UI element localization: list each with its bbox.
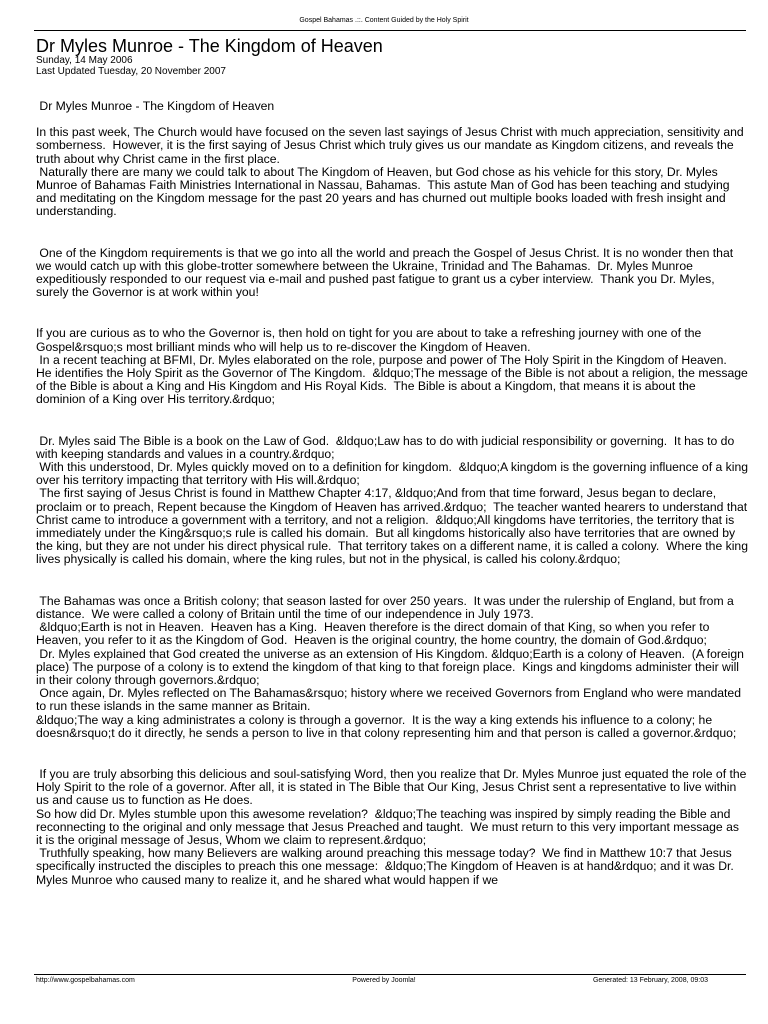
article-updated: Last Updated Tuesday, 20 November 2007 — [36, 66, 226, 77]
article-subtitle: Dr Myles Munroe - The Kingdom of Heaven — [36, 99, 275, 113]
footer-generated: Generated: 13 February, 2008, 09:03 — [592, 977, 708, 984]
spacer — [36, 740, 748, 768]
paragraph-1: In this past week, The Church would have focused on the seven last sayings of Jesus Christ with much appreciation, sensitivity and somberness. However, it is the first saying of Jesus Christ which truly gives us our mandate as Kingdom citizens, and reveals the truth about why Christ came in the first place. Naturally there are many we could talk to about The Kingdom of Heaven, but God chose as his vehicle for this story, Dr. Myles Munroe of Bahamas Faith Ministries International in Nassau, Bahamas. This astute Man of God has been teaching and studying and meditating on the Kingdom message for the past 20 years and has churned out multiple books loaded with fresh insight and understanding. — [36, 125, 744, 219]
spacer — [36, 407, 748, 435]
footer-url: http://www.gospelbahamas.com — [36, 977, 135, 984]
paragraph-3: If you are curious as to who the Governor is, then hold on tight for you are about to take a refreshing journey with one of the Gospel&rsquo;s most brilliant minds who will help us to re-discover the Kingdom of Heaven. In a recent teaching at BFMI, Dr. Myles elaborated on the role, purpose and power of The Holy Spirit in the Kingdom of Heaven. He identifies the Holy Spirit as the Governor of The Kingdom. &ldquo;The message of the Bible is not about a religion, the message of the Bible is about a King and His Kingdom and His Royal Kids. The Bible is about a Kingdom, that means it is about the dominion of a King over His territory.&rdquo; — [36, 326, 748, 407]
spacer — [36, 299, 748, 327]
paragraph-5: The Bahamas was once a British colony; that season lasted for over 250 years. It was under the rulership of England, but from a distance. We were called a colony of Britain until the time of our independence in July 1973. &ldquo;Earth is not in Heaven. Heaven has a King. Heaven therefore is the direct domain of that King, so when you refer to Heaven, you refer to it as the Kingdom of God. Heaven is the original country, the home country, the domain of God.&rdquo; Dr. Myles explained that God created the universe as an extension of His Kingdom. &ldquo;Earth is a colony of Heaven. (A foreign place) The purpose of a colony is to extend the kingdom of that king to that foreign place. Kings and kingdoms administer their will in their colony through governors.&rdquo; Once again, Dr. Myles reflected on The Bahamas&rsquo; history where we received Governors from England who were mandated to run these islands in the same manner as Britain. &ldquo;The way a king administrates a colony is through a governor. It is the way a king extends his influence to a colony; he doesn&rsquo;t do it directly, he sends a person to live in that colony representing him and that person is called a governor.&rdquo; — [36, 593, 744, 740]
paragraph-4: Dr. Myles said The Bible is a book on the Law of God. &ldquo;Law has to do with judicial responsibility or governing. It has to do with keeping standards and values in a country.&rdquo; With this understood, Dr. Myles quickly moved on to a definition for kingdom. &ldquo;A kingdom is the governing influence of a king over his territory impacting that territory with His will.&rdquo; The first saying of Jesus Christ is found in Matthew Chapter 4:17, &ldquo;And from that time forward, Jesus began to declare, proclaim or to preach, Repent because the Kingdom of Heaven has arrived.&rdquo; The teacher wanted hearers to understand that Christ came to introduce a government with a territory, and not a religion. &ldquo;All kingdoms have territories, the territory that is immediately under the King&rsquo;s rule is called his domain. But all kingdoms historically also have territories that are owned by the king, but they are not under his direct physical rule. That territory takes on a different name, it is called a colony. Where the king lives physically is called his domain, where the king rules, but not in the physical, is called his colony.&rdquo; — [36, 433, 749, 567]
spacer — [36, 219, 748, 247]
site-header: Gospel Bahamas .::. Content Guided by the Holy Spirit — [299, 17, 469, 24]
paragraph-6: If you are truly absorbing this delicious and soul-satisfying Word, then you realize that Dr. Myles Munroe just equated the role of the Holy Spirit to the role of a governor. After all, it is stated in The Bible that Our King, Jesus Christ sent a representative to live within us and cause us to function as He does. So how did Dr. Myles stumble upon this awesome revelation? &ldquo;The teaching was inspired by simply reading the Bible and reconnecting to the original and only message that Jesus Preached and taught. We must return to this very important message as it is the original message of Jesus, Whom we claim to represent.&rdquo; Truthfully speaking, how many Believers are walking around preaching this message today? We find in Matthew 10:7 that Jesus specifically instructed the disciples to preach this one message: &ldquo;The Kingdom of Heaven is at hand&rdquo; and it was Dr. Myles Munroe who caused many to realize it, and he shared what would happen if we — [36, 766, 747, 887]
article-body — [36, 100, 748, 887]
footer-powered-by: Powered by Joomla! — [352, 977, 416, 984]
paragraph-2: One of the Kingdom requirements is that we go into all the world and preach the Gospel of Jesus Christ. It is no wonder then that we would catch up with this globe-trotter somewhere between the Ukraine, Trinidad and The Bahamas. Dr. Myles Munroe expeditiously responded to our request via e-mail and pushed past fatigue to grant us a cyber interview. Thank you Dr. Myles, surely the Governor is at work within you! — [36, 245, 737, 300]
top-divider — [34, 30, 746, 31]
article-title: Dr Myles Munroe - The Kingdom of Heaven — [36, 36, 383, 56]
article-date: Sunday, 14 May 2006 — [36, 55, 133, 66]
spacer — [36, 567, 748, 595]
bottom-divider — [34, 974, 746, 975]
